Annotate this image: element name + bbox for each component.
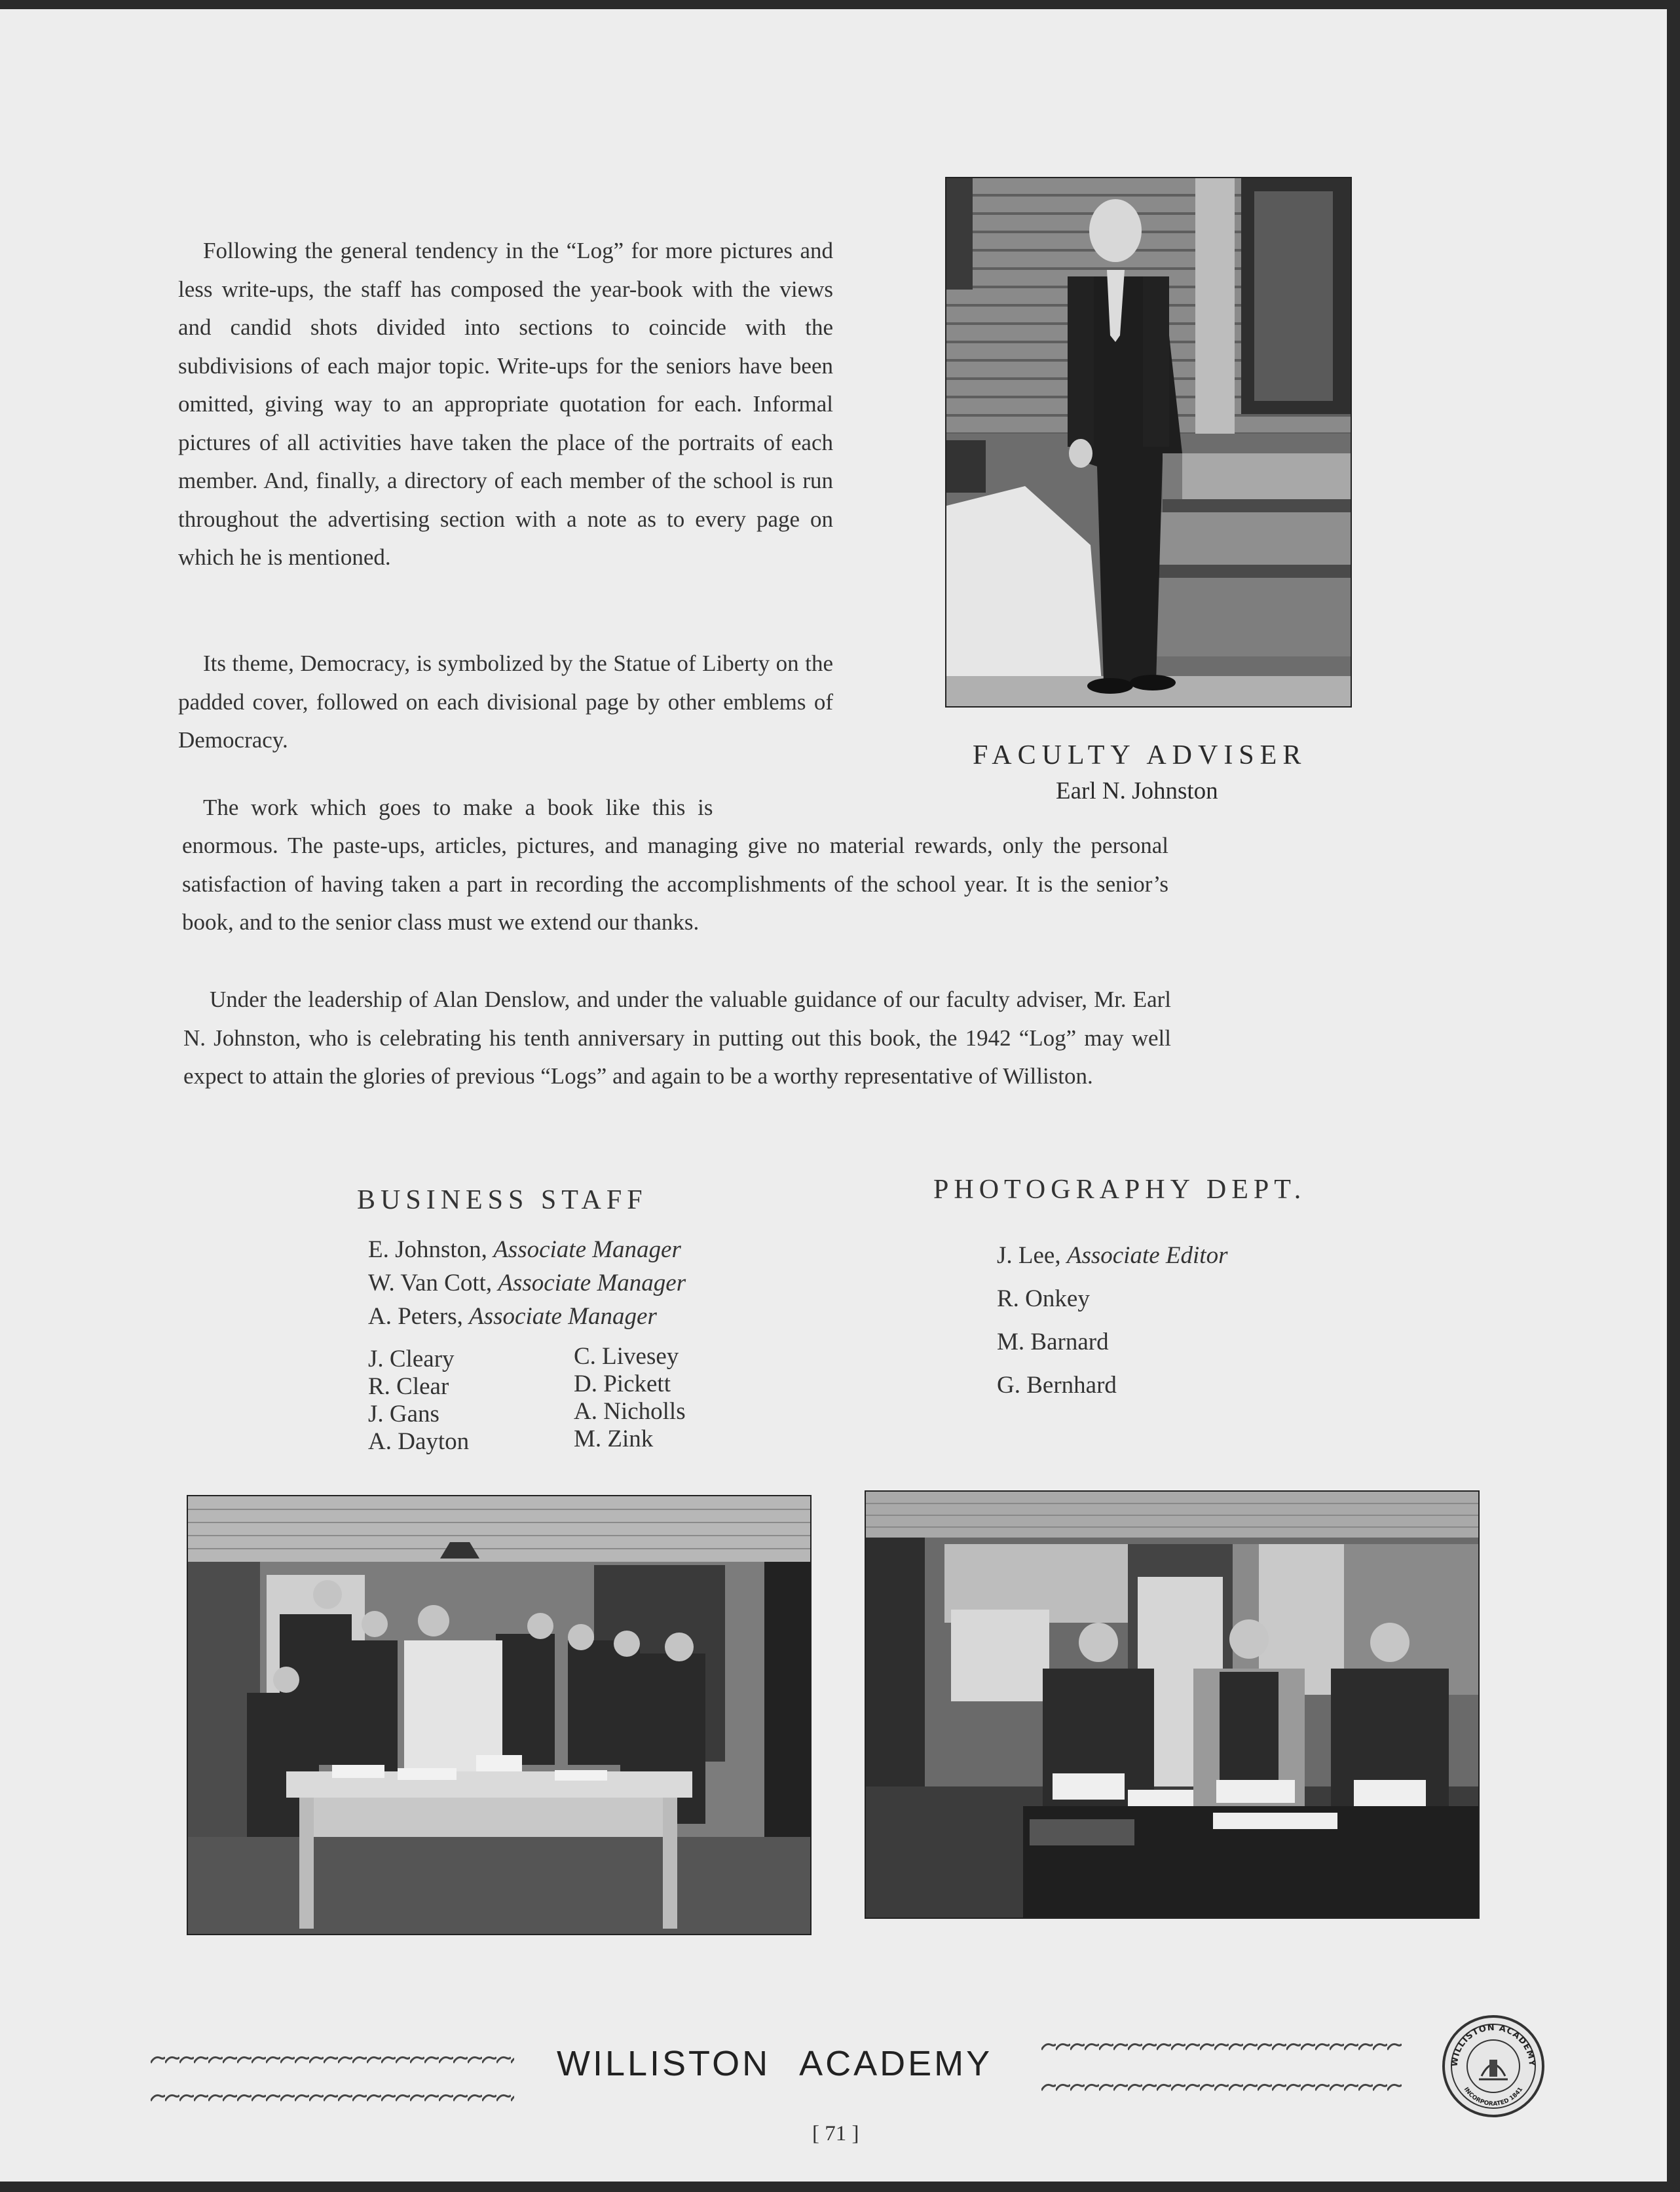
photography-dept-photo-drawing bbox=[866, 1492, 1478, 1918]
staff-member: M. Barnard bbox=[997, 1329, 1109, 1355]
photography-dept-members bbox=[997, 1234, 1227, 1407]
manager-row: W. Van Cott, Associate Manager bbox=[368, 1270, 686, 1296]
editor-row: J. Lee, Associate Editor bbox=[997, 1242, 1228, 1269]
footer-school-name: WILLISTON ACADEMY bbox=[557, 2044, 993, 2083]
decorative-rope-icon bbox=[1041, 2082, 1402, 2094]
intro-paragraph-3-rest: enormous. The paste-ups, articles, pictures, and managing give no material rewards, only the personal satisfaction of having taken a part in recording the accomplishments of the school year. It is the senior’s book, and to the senior class must we extend our thanks. bbox=[182, 833, 1168, 935]
intro-paragraph-4: Under the leadership of Alan Denslow, and under the valuable guidance of our faculty adviser, Mr. Earl N. Johnston, who is celebrating his tenth anniversary in putting out this book, the 1942 “Log” may well expect to attain the glories of previous “Logs” and again to be a worthy representative of Williston. bbox=[183, 987, 1171, 1089]
decorative-rope-icon bbox=[151, 2092, 514, 2104]
business-staff-managers bbox=[368, 1233, 686, 1333]
staff-member: A. Nicholls bbox=[574, 1398, 686, 1425]
decorative-rope-icon bbox=[151, 2054, 514, 2066]
staff-member: G. Bernhard bbox=[997, 1372, 1117, 1399]
staff-member: M. Zink bbox=[574, 1426, 654, 1452]
staff-member: R. Onkey bbox=[997, 1285, 1090, 1312]
business-staff-column-2 bbox=[574, 1343, 686, 1453]
svg-text:INCORPORATED 1841: INCORPORATED 1841 bbox=[1462, 2086, 1525, 2108]
photography-dept-heading: PHOTOGRAPHY DEPT. bbox=[933, 1175, 1307, 1205]
business-staff-heading: BUSINESS STAFF bbox=[357, 1185, 648, 1215]
school-seal-icon bbox=[1441, 2014, 1546, 2119]
photography-dept-photo bbox=[865, 1490, 1480, 1919]
staff-member: C. Livesey bbox=[574, 1343, 679, 1370]
staff-member: J. Cleary bbox=[368, 1346, 455, 1372]
intro-paragraph-3-start: The work which goes to make a book like this is bbox=[203, 795, 713, 820]
page-number: [ 71 ] bbox=[812, 2122, 859, 2145]
svg-text:WILLISTON ACADEMY: WILLISTON ACADEMY bbox=[1449, 2022, 1537, 2068]
business-staff-column-1 bbox=[368, 1346, 469, 1456]
business-staff-photo-drawing bbox=[188, 1496, 810, 1934]
faculty-adviser-name: Earl N. Johnston bbox=[1056, 778, 1218, 804]
manager-row: E. Johnston, Associate Manager bbox=[368, 1236, 681, 1263]
manager-row: A. Peters, Associate Manager bbox=[368, 1303, 657, 1330]
intro-paragraph-1: Following the general tendency in the “Log” for more pictures and less write-ups, the staff has composed the year-book with the views and candid shots divided into sections to coincide with the subdivisions of each major topic. Write-ups for the seniors have been omitted, giving way to an appropriate quotation for each. Informal pictures of all activities have taken the place of the portraits of each member. And, finally, a directory of each member of the school is run throughout the advertising section with a note as to every page on which he is mentioned. bbox=[178, 238, 833, 570]
decorative-rope-icon bbox=[1041, 2041, 1402, 2053]
business-staff-photo bbox=[187, 1495, 812, 1935]
staff-member: J. Gans bbox=[368, 1401, 439, 1427]
faculty-adviser-photo-drawing bbox=[946, 178, 1351, 706]
faculty-adviser-title: FACULTY ADVISER bbox=[973, 740, 1307, 770]
intro-paragraph-2: Its theme, Democracy, is symbolized by the Statue of Liberty on the padded cover, followed on each divisional page by other emblems of Democracy. bbox=[178, 651, 833, 753]
staff-member: D. Pickett bbox=[574, 1370, 671, 1397]
staff-member: A. Dayton bbox=[368, 1428, 470, 1455]
yearbook-page bbox=[0, 9, 1667, 2182]
staff-member: R. Clear bbox=[368, 1373, 449, 1400]
faculty-adviser-photo bbox=[945, 177, 1352, 708]
